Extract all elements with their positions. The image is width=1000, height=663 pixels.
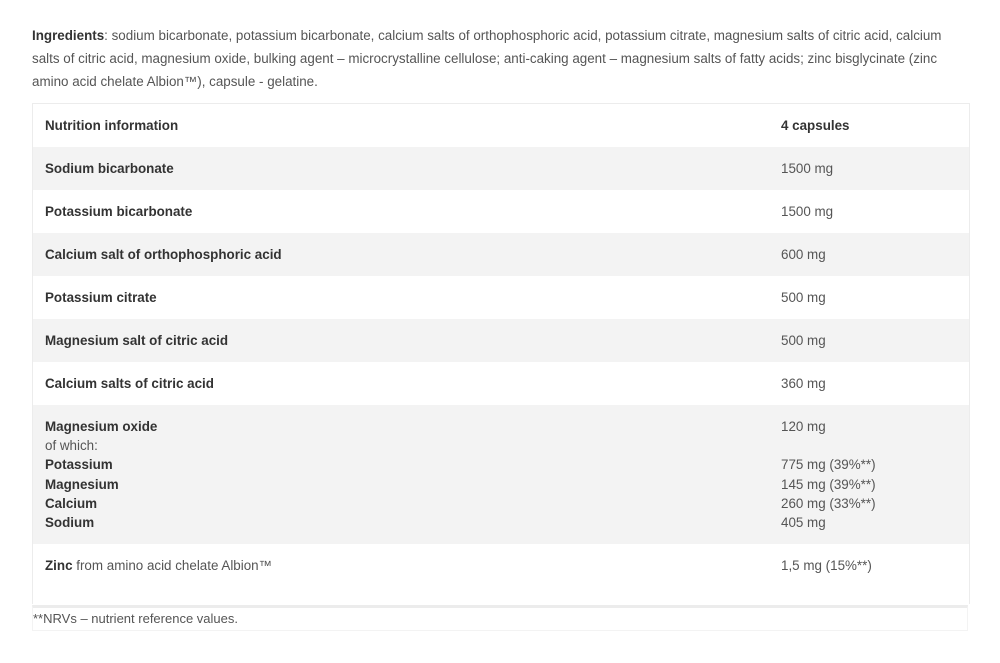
row-value: 1500 mg	[769, 147, 969, 190]
row-name: Potassium bicarbonate	[45, 204, 193, 219]
zinc-cell	[33, 544, 769, 604]
row-name: Calcium salt of orthophosphoric acid	[33, 233, 769, 276]
sub-value-calcium: 260 mg (33%**)	[781, 495, 876, 511]
spacer	[781, 436, 969, 455]
ingredients-text: : sodium bicarbonate, potassium bicarbonate, calcium salts of orthophosphoric acid, potassium citrate, magnesium salts of citric acid, calcium salts of citric acid, magnesium oxide, bulking agent – microcrystalline cellulose; anti-caking agent – magnesium salts of fatty acids; zinc bisglycinate (zinc amino acid chelate Albion™), capsule - gelatine.	[32, 28, 942, 89]
table-header-row	[33, 104, 969, 147]
row-name: Sodium bicarbonate	[33, 147, 769, 190]
row-value: 600 mg	[769, 233, 969, 276]
nutrition-table-container	[32, 103, 970, 604]
row-name: Magnesium salt of citric acid	[33, 319, 769, 362]
row-value: 500 mg	[769, 319, 969, 362]
footnote	[32, 605, 968, 631]
sub-value-magnesium: 145 mg (39%**)	[781, 476, 876, 492]
zinc-source: from amino acid chelate Albion™	[72, 558, 273, 574]
magnesium-oxide-value: 120 mg	[781, 419, 826, 434]
magnesium-oxide-values	[769, 405, 969, 544]
row-name: Calcium salts of citric acid	[45, 376, 214, 391]
header-nutrition-information: Nutrition information	[45, 118, 179, 133]
ingredients-paragraph	[32, 24, 968, 93]
sub-value-sodium: 405 mg	[781, 515, 826, 530]
table-row	[33, 233, 969, 276]
nutrition-table	[33, 104, 969, 604]
table-row-zinc	[33, 544, 969, 604]
table-row	[33, 147, 969, 190]
zinc-value: 1,5 mg (15%**)	[781, 558, 872, 574]
row-name: Potassium citrate	[45, 290, 157, 305]
of-which-label: of which:	[45, 438, 98, 454]
table-row	[33, 319, 969, 362]
row-value: 360 mg	[781, 376, 826, 391]
table-row-magnesium-oxide	[33, 405, 969, 544]
table-row	[33, 276, 969, 319]
sub-name-calcium: Calcium	[45, 495, 98, 511]
sub-name-potassium: Potassium	[45, 457, 113, 473]
magnesium-oxide-name: Magnesium oxide	[45, 419, 158, 434]
magnesium-oxide-cell	[33, 405, 769, 544]
ingredients-label: Ingredients	[32, 28, 105, 43]
sub-name-magnesium: Magnesium	[45, 476, 119, 492]
header-serving: 4 capsules	[781, 118, 850, 133]
row-value: 500 mg	[781, 290, 826, 305]
sub-value-potassium: 775 mg (39%**)	[781, 457, 876, 473]
footnote-text: **NRVs – nutrient reference values.	[33, 611, 238, 626]
row-value: 1500 mg	[781, 204, 834, 219]
table-row	[33, 190, 969, 233]
sub-name-sodium: Sodium	[45, 515, 95, 531]
zinc-name: Zinc	[45, 558, 73, 574]
table-row	[33, 362, 969, 405]
